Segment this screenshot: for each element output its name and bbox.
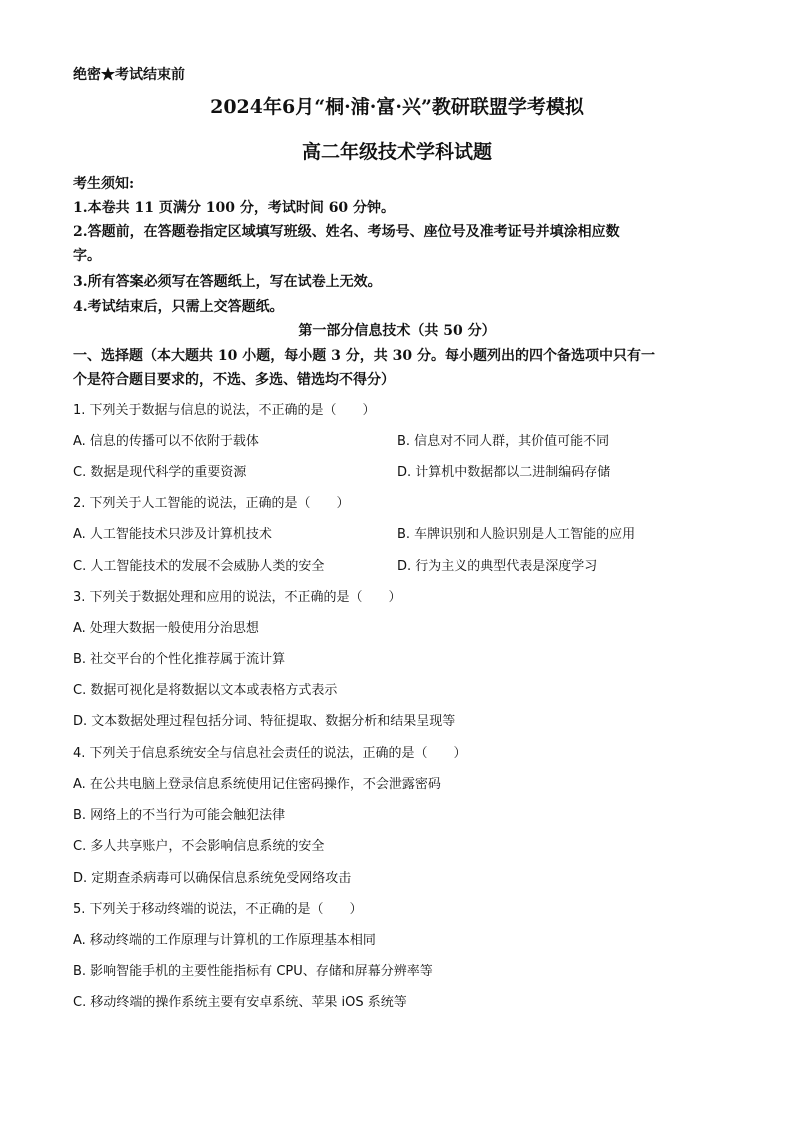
question-option: C. 移动终端的操作系统主要有安卓系统、苹果 iOS 系统等 [73,995,407,1010]
question-option: B. 影响智能手机的主要性能指标有 CPU、存储和屏幕分辨率等 [73,964,433,979]
exam-subtitle: 高二年级技术学科试题 [301,141,492,163]
question-option: A. 在公共电脑上登录信息系统使用记住密码操作，不会泄露密码 [73,777,441,792]
notice-item: 3.所有答案必须写在答题纸上，写在试卷上无效。 [73,274,382,290]
question-stem: 4. 下列关于信息系统安全与信息社会责任的说法，正确的是（ ） [73,746,467,761]
question-option: D. 行为主义的典型代表是深度学习 [397,559,598,574]
question-option: A. 人工智能技术只涉及计算机技术 [73,527,272,542]
question-option: B. 车牌识别和人脸识别是人工智能的应用 [397,527,636,542]
question-option: D. 计算机中数据都以二进制编码存储 [397,465,611,480]
question-option: B. 社交平台的个性化推荐属于流计算 [73,652,286,667]
question-option: D. 定期查杀病毒可以确保信息系统免受网络攻击 [73,871,352,886]
part-intro: 个是符合题目要求的，不选、多选、错选均不得分） [73,372,395,388]
question-option: C. 数据可视化是将数据以文本或表格方式表示 [73,683,338,698]
question-stem: 5. 下列关于移动终端的说法，不正确的是（ ） [73,902,363,917]
section-title: 第一部分信息技术（共 50 分） [298,323,496,339]
question-option: C. 人工智能技术的发展不会威胁人类的安全 [73,559,325,574]
question-option: A. 移动终端的工作原理与计算机的工作原理基本相同 [73,933,376,948]
question-option: B. 信息对不同人群，其价值可能不同 [397,434,610,449]
exam-title: 2024年6月“桐·浦·富·兴”教研联盟学考模拟 [210,96,584,118]
question-stem: 3. 下列关于数据处理和应用的说法，不正确的是（ ） [73,590,402,605]
notice-item: 4.考试结束后，只需上交答题纸。 [73,299,284,315]
question-option: A. 信息的传播可以不依附于载体 [73,434,259,449]
question-stem: 1. 下列关于数据与信息的说法，不正确的是（ ） [73,403,376,418]
notice-heading: 考生须知: [73,176,135,192]
notice-item: 字。 [73,248,101,264]
question-option: D. 文本数据处理过程包括分词、特征提取、数据分析和结果呈现等 [73,714,456,729]
notice-item: 1.本卷共 11 页满分 100 分，考试时间 60 分钟。 [73,200,396,216]
question-option: A. 处理大数据一般使用分治思想 [73,621,259,636]
confidential-mark: 绝密★考试结束前 [73,67,185,83]
question-option: B. 网络上的不当行为可能会触犯法律 [73,808,286,823]
question-stem: 2. 下列关于人工智能的说法，正确的是（ ） [73,496,350,511]
question-option: C. 数据是现代科学的重要资源 [73,465,247,480]
notice-item: 2.答题前，在答题卷指定区域填写班级、姓名、考场号、座位号及准考证号并填涂相应数 [73,224,620,240]
part-intro: 一、选择题（本大题共 10 小题，每小题 3 分，共 30 分。每小题列出的四个备选项中只有一 [73,348,655,364]
question-option: C. 多人共享账户，不会影响信息系统的安全 [73,839,325,854]
